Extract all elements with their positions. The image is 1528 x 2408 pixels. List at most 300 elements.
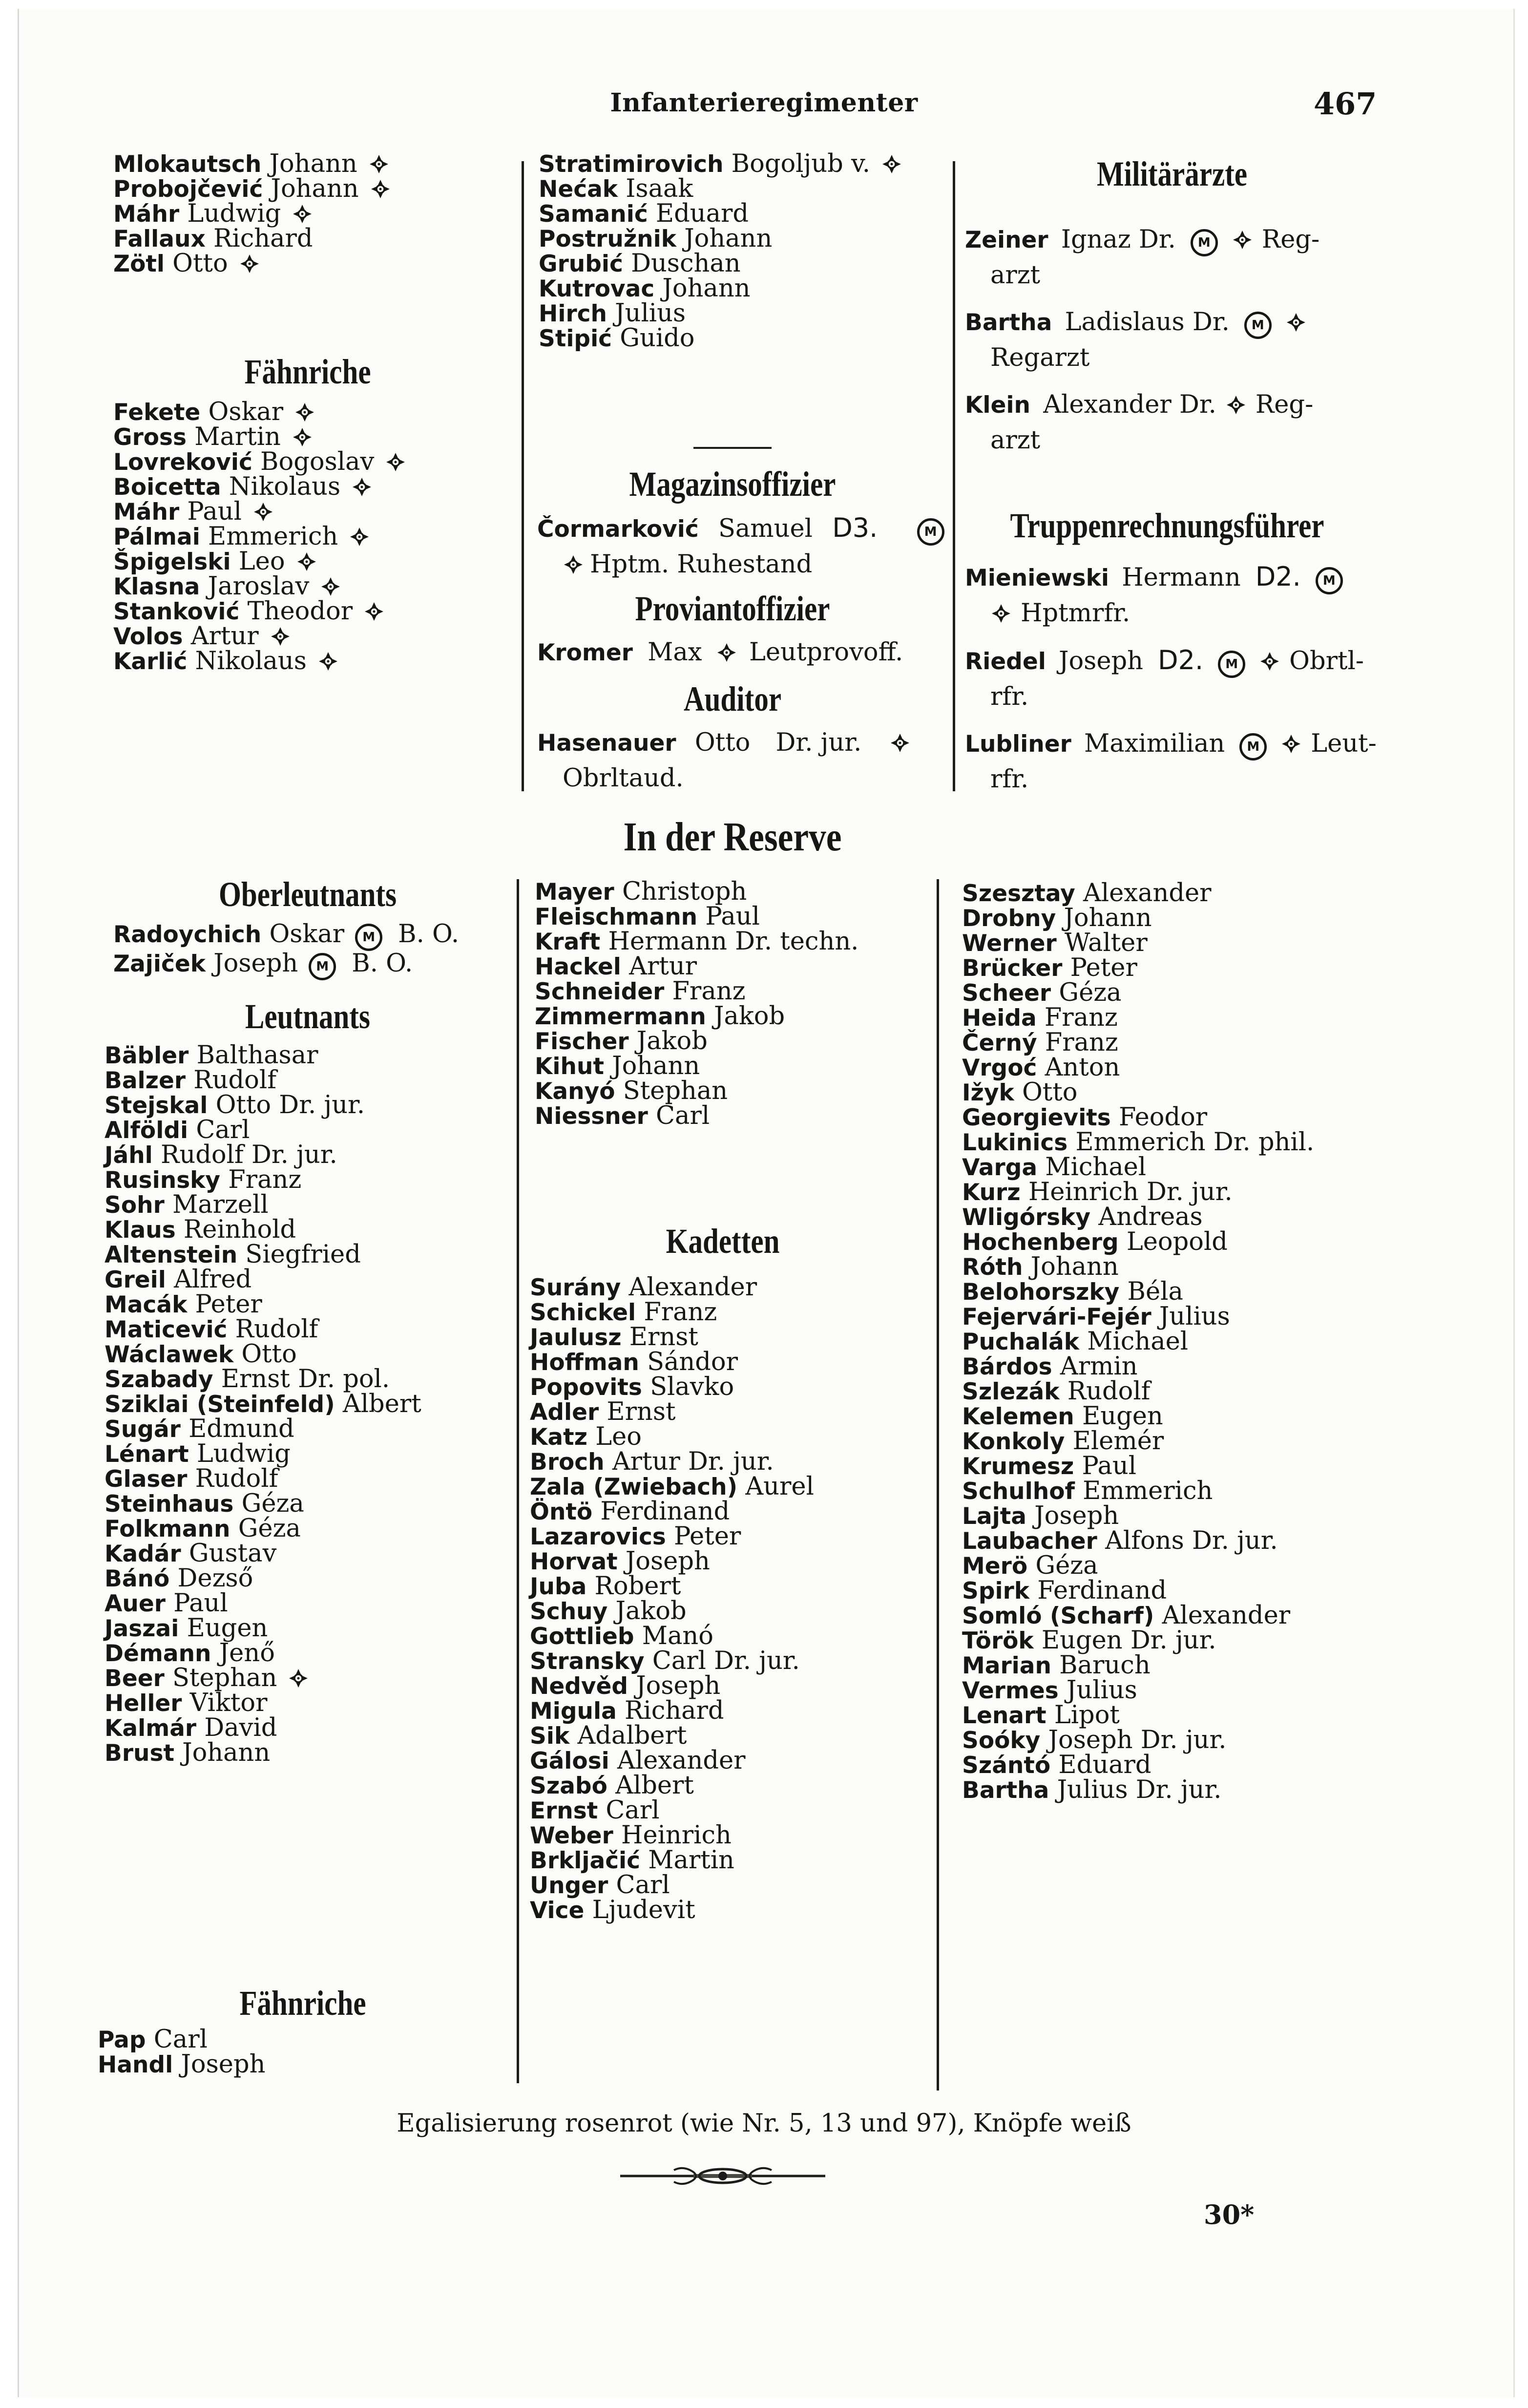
entry-rank: rfr. [990,682,1029,711]
entry-surname: Török [962,1627,1034,1654]
entry-given: Stephan [623,1077,728,1105]
entry-given: Julius Dr. jur. [1057,1775,1222,1804]
medal-icon: M [1218,651,1245,678]
entry-surname: Ižyk [962,1079,1014,1106]
entry-given: Manó [642,1622,713,1650]
list-item [530,1798,814,1823]
auditor-surname: Hasenauer [537,730,676,757]
cross-pattee-icon [716,642,737,663]
list-item [105,1591,421,1616]
entry-surname: Černý [962,1030,1037,1056]
entry-given: Jenő [219,1639,275,1668]
entry-given: Marzell [172,1190,269,1219]
entry-surname: Kanyó [535,1078,615,1105]
heading-in-der-reserve: In der Reserve [623,814,842,860]
entry-given: Peter [1070,953,1137,982]
entry-given: Carl [656,1101,710,1130]
entry-given: Emmerich [1083,1477,1213,1505]
entry-grade: D2. [1158,645,1204,676]
entry-given: Artur Dr. jur. [612,1447,774,1476]
entry-surname: Szesztay [962,880,1075,907]
entry-line [965,679,1370,715]
entry-surname: Szabady [105,1366,213,1393]
cross-pattee-icon [296,551,317,572]
list-item [965,726,1377,797]
entry-surname: Lukinics [962,1129,1068,1156]
list-item [113,549,406,574]
list-item [105,1641,421,1666]
entry-given: Jakob [615,1597,687,1626]
entry-given: Johann [684,224,773,253]
list-item [962,1254,1314,1279]
entry-given: Balthasar [196,1041,318,1070]
entry-given: Martin [648,1846,734,1875]
magazin-rest: Hptm. Ruhestand [590,550,813,579]
entry-given: Joseph [1034,1501,1119,1530]
entry-surname: Nedvěd [530,1673,628,1700]
list-item [962,930,1314,955]
entry-surname: Fekete [113,399,201,426]
entry-given: Géza [241,1489,304,1518]
list-item [105,1043,421,1068]
entry-given: Dezső [177,1564,253,1593]
entry-given: Jaroslav [208,572,310,601]
list-item [530,1350,814,1374]
proviant-entry [537,635,903,671]
entry-given: Rudolf [1067,1377,1151,1406]
entry-line [965,762,1370,797]
list-item [962,1229,1314,1254]
entry-surname: Glaser [105,1466,188,1493]
entry-rank: Obrtl- [1289,647,1364,676]
entry-given: Johann [1064,904,1152,932]
entry-given: Otto Dr. jur. [215,1091,365,1120]
entry-given: Reinhold [183,1215,296,1244]
list-item [105,1292,421,1317]
list-item [98,2027,265,2052]
cross-pattee-icon [1285,312,1307,333]
heading-kadetten: Kadetten [666,1222,780,1261]
list-item [530,1275,814,1300]
entry-given: Maximilian [1084,729,1225,758]
entry-surname: Kutrovac [539,275,655,302]
list-item [530,1773,814,1798]
entry-surname: Schulhof [962,1478,1075,1505]
col2-top-list [539,151,902,351]
entry-surname: Ernst [530,1797,598,1824]
entry-surname: Macák [105,1291,188,1318]
entry-given: Franz [1045,1028,1118,1057]
footer-note: Egalisierung rosenrot (wie Nr. 5, 13 und 97), Knöpfe weiß [397,2109,1131,2138]
list-item [962,1204,1314,1229]
entry-surname: Steinhaus [105,1491,234,1518]
list-item [535,1029,858,1054]
entry-given: Rudolf [195,1464,278,1493]
entry-given: Julius [1066,1676,1137,1705]
list-item [962,1777,1314,1802]
entry-given: Joseph [1059,647,1144,676]
list-item [962,1503,1314,1528]
entry-surname: Brkljačić [530,1847,641,1874]
entry-given: Ignaz Dr. [1061,225,1176,254]
heading-militaeraerzte: Militärärzte [1096,154,1248,193]
entry-given: Gustav [188,1539,277,1568]
list-item [965,222,1370,293]
entry-surname: Sziklai (Steinfeld) [105,1391,335,1418]
entry-given: Michael [1087,1327,1189,1356]
entry-surname: Wáclawek [105,1341,234,1368]
entry-grade: D2. [1255,561,1301,592]
entry-given: Johann [269,149,357,178]
entry-given: Albert [615,1771,694,1800]
entry-given: Bogoljub v. [731,149,870,178]
entry-rank: Reg- [1255,390,1314,419]
entry-surname: Nećak [539,176,618,203]
entry-given: Baruch [1059,1651,1151,1680]
entry-surname: Hoffman [530,1349,639,1376]
proviant-rest: Leutprovoff. [749,638,903,667]
entry-surname: Belohorszky [962,1279,1120,1306]
entry-surname: Sohr [105,1192,165,1219]
list-item [962,1479,1314,1503]
cross-pattee-icon [292,203,313,225]
list-item [105,1093,421,1118]
list-item [535,979,858,1004]
column-divider-bottom-right [937,879,939,2091]
list-item [105,1441,421,1466]
list-item [530,1648,814,1673]
entry-surname: Weber [530,1822,613,1849]
cross-pattee-icon [1232,229,1253,251]
entry-surname: Konkoly [962,1428,1065,1455]
entry-given: Oskar [269,920,345,949]
medal-icon: M [1239,733,1267,760]
entry-given: Ferdinand [600,1497,730,1526]
entry-surname: Brücker [962,955,1063,982]
entry-surname: Horvat [530,1548,618,1575]
medal-icon: M [1191,229,1218,256]
list-item [105,1242,421,1267]
cross-pattee-icon [881,153,902,175]
list-item [530,1424,814,1449]
entry-given: Franz [672,977,746,1006]
medal-icon: M [309,953,336,980]
list-item [535,879,858,904]
entry-surname: Maticević [105,1316,228,1343]
entry-surname: Kihut [535,1053,604,1080]
entry-given: Ljudevit [592,1896,695,1924]
entry-given: Nikolaus [229,472,341,501]
heading-proviantoffizier: Proviantoffizier [635,589,830,628]
entry-surname: Špigelski [113,549,231,575]
entry-surname: Migula [530,1698,617,1725]
entry-given: Paul [173,1589,228,1618]
list-item [962,881,1314,906]
list-item [962,906,1314,930]
list-item [113,424,406,449]
entry-surname: Öntö [530,1499,593,1525]
entry-surname: Schickel [530,1299,636,1326]
list-item [113,599,406,624]
entry-surname: Bäbler [105,1042,189,1069]
entry-given: Alexander [1083,879,1212,908]
auditor-given: Otto [694,728,751,757]
entry-rank: arzt [990,261,1041,290]
cross-pattee-icon [252,501,274,523]
list-item [962,955,1314,980]
entry-given: Ludwig [196,1439,291,1468]
entry-given: Leopold [1126,1227,1228,1256]
list-item [962,1105,1314,1130]
list-item [105,1690,421,1715]
list-item [105,1491,421,1516]
list-item [962,1429,1314,1454]
entry-given: Stephan [172,1664,277,1692]
entry-surname: Schuy [530,1598,608,1625]
entry-surname: Kalmár [105,1715,197,1742]
entry-given: Sándor [647,1348,738,1376]
entry-surname: Zimmermann [535,1003,706,1030]
col1-faehnriche-list [113,400,406,674]
entry-given: Walter [1064,929,1148,957]
heading-leutnants: Leutnants [245,997,370,1036]
col3-reserve-list [962,881,1314,1802]
entry-given: Johann [612,1052,700,1080]
entry-surname: Wligórsky [962,1204,1091,1231]
list-item [962,1653,1314,1678]
list-item [530,1698,814,1723]
entry-given: Edmund [188,1415,294,1443]
kadetten-list [530,1275,814,1922]
entry-surname: Mlokautsch [113,151,262,178]
entry-surname: Bartha [962,1777,1049,1804]
entry-line [965,340,1370,376]
list-item [530,1325,814,1350]
list-item [113,951,459,980]
oberleutnants-list [113,922,459,980]
cross-pattee-icon [270,626,291,647]
entry-given: Otto [172,249,228,278]
entry-line [965,258,1370,293]
entry-given: Franz [228,1165,302,1194]
entry-given: Rudolf [235,1315,318,1344]
list-item [965,387,1370,458]
entry-given: Jakob [714,1002,785,1031]
cross-pattee-icon [320,576,341,597]
entry-surname: Stejskal [105,1092,208,1119]
entry-surname: Varga [962,1154,1038,1181]
list-item [962,1379,1314,1404]
entry-given: Richard [625,1696,724,1725]
entry-surname: Scheer [962,980,1051,1007]
entry-given: Artur [629,952,697,981]
entry-given: Carl [606,1796,660,1825]
list-item [113,624,406,649]
section-rule [693,447,772,449]
entry-surname: Unger [530,1872,608,1899]
entry-given: Ernst [607,1397,676,1426]
entry-surname: Krumesz [962,1453,1074,1480]
signature-mark: 30* [1204,2199,1255,2230]
list-item [530,1673,814,1698]
entry-given: David [204,1713,277,1742]
entry-surname: Lajta [962,1503,1026,1530]
entry-given: Carl [153,2025,208,2054]
cross-pattee-icon [1225,394,1247,416]
entry-given: Aurel [745,1472,814,1501]
list-item [530,1499,814,1524]
entry-surname: Heida [962,1005,1037,1032]
entry-given: Alfred [174,1265,252,1294]
list-item [535,1103,858,1128]
list-item [962,1080,1314,1105]
entry-given: Eugen [1082,1402,1163,1431]
list-item [113,151,391,176]
entry-surname: Pálmai [113,524,200,550]
list-item [530,1449,814,1474]
list-item [105,1740,421,1765]
entry-given: Carl [616,1871,670,1900]
entry-given: Johann [662,274,751,303]
cross-pattee-icon [1280,733,1302,755]
entry-given: Oskar [208,398,284,426]
list-item [105,1541,421,1566]
entry-given: Martin [194,422,281,451]
entry-surname: Stanković [113,598,240,625]
list-item [535,904,858,929]
entry-given: Paul [1082,1452,1137,1480]
entry-given: Johann [182,1738,271,1767]
entry-surname: Kraft [535,929,601,955]
cross-pattee-icon [349,526,370,548]
entry-given: Heinrich [621,1821,732,1850]
entry-given: Peter [195,1290,262,1319]
entry-rank: Hptmrfr. [1021,599,1130,628]
entry-surname: Boicetta [113,474,221,501]
entry-surname: Karlić [113,648,188,675]
entry-given: Franz [1044,1003,1118,1032]
list-item [113,201,391,226]
list-item [113,449,406,474]
list-item [530,1823,814,1848]
list-item [539,176,902,201]
entry-surname: Brust [105,1740,174,1767]
entry-surname: Máhr [113,499,180,526]
list-item [105,1516,421,1541]
entry-surname: Auer [105,1590,166,1617]
cross-pattee-icon [1259,651,1280,672]
entry-surname: Beer [105,1665,165,1692]
list-item [962,1628,1314,1653]
list-item [105,1466,421,1491]
list-item [962,1703,1314,1728]
entry-surname: Adler [530,1399,599,1426]
list-item [962,1454,1314,1479]
list-item [530,1549,814,1574]
entry-surname: Georgievits [962,1104,1111,1131]
list-item [539,326,902,351]
list-item [962,1603,1314,1628]
list-item [105,1068,421,1093]
entry-given: Eduard [1058,1751,1151,1779]
entry-surname: Mayer [535,879,614,906]
list-item [105,1367,421,1392]
entry-surname: Radoychich [113,921,262,948]
entry-surname: Mieniewski [965,565,1109,591]
entry-surname: Szlezák [962,1378,1060,1405]
page-number: 467 [1314,86,1377,122]
list-item [962,1130,1314,1155]
list-item [105,1267,421,1292]
list-item [535,1054,858,1078]
list-item [530,1474,814,1499]
page-header-title: Infanterieregimenter [610,88,918,118]
militaeraerzte-list [965,222,1370,470]
list-item [105,1167,421,1192]
entry-surname: Balzer [105,1067,186,1094]
entry-line [965,559,1370,596]
list-item [962,980,1314,1005]
leutnants-list [105,1043,421,1765]
entry-given: Alexander [617,1746,746,1775]
entry-given: Eugen Dr. jur. [1041,1626,1216,1655]
heading-faehnriche: Fähnriche [244,352,371,391]
list-item [962,1528,1314,1553]
entry-surname: Merö [962,1553,1028,1580]
list-item [105,1142,421,1167]
entry-given: Alexander [628,1273,757,1302]
entry-surname: Lovreković [113,449,252,476]
entry-surname: Pap [98,2027,146,2053]
entry-surname: Probojčević [113,176,263,203]
entry-given: Viktor [189,1689,268,1717]
list-item [962,1578,1314,1603]
list-item [113,649,406,674]
entry-given: Julius [1159,1302,1230,1331]
heading-oberleutnants: Oberleutnants [218,875,397,914]
entry-surname: Lénart [105,1441,189,1468]
list-item [105,1342,421,1367]
entry-rest: B. O. [398,920,460,949]
entry-given: Ladislaus Dr. [1065,308,1230,337]
entry-given: Armin [1060,1352,1138,1381]
entry-rank: rfr. [990,765,1029,794]
entry-surname: Hirch [539,300,607,327]
entry-surname: Katz [530,1424,587,1451]
entry-surname: Stipić [539,325,612,352]
list-item [962,1553,1314,1578]
list-item [530,1300,814,1325]
cross-pattee-icon [370,178,391,200]
list-item [539,226,902,251]
magazin-grade: D3. [832,512,878,543]
entry-given: Otto [1022,1078,1078,1107]
list-item [113,524,406,549]
entry-given: Géza [1059,978,1122,1007]
entry-line [965,423,1370,458]
list-item [965,643,1370,715]
entry-given: Rudolf [193,1066,277,1095]
entry-surname: Grubić [539,251,623,277]
entry-given: Artur [190,622,259,651]
entry-surname: Altenstein [105,1242,238,1268]
list-item [113,226,391,251]
entry-surname: Greil [105,1267,166,1293]
entry-surname: Jaszai [105,1615,179,1642]
entry-surname: Heller [105,1690,182,1717]
entry-surname: Klasna [113,573,200,600]
entry-given: Duschan [631,249,741,278]
